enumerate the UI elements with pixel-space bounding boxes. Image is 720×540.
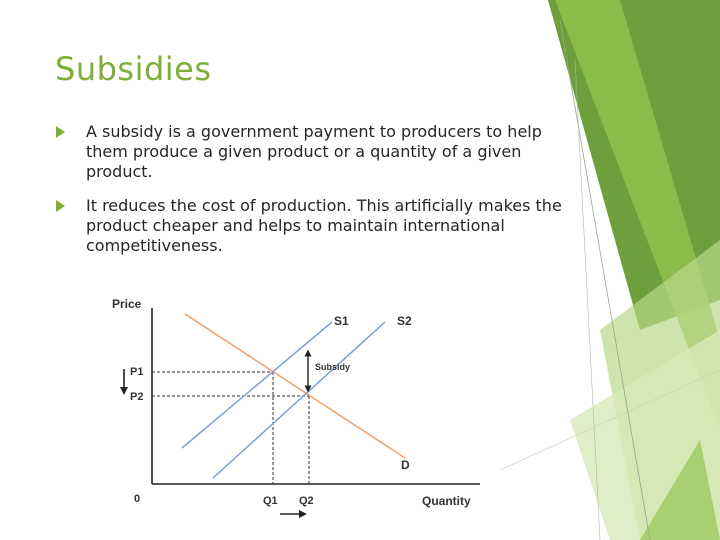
bullet-arrow-icon [56, 200, 65, 212]
q1-label: Q1 [263, 495, 278, 507]
x-axis-label: Quantity [422, 494, 471, 508]
p1-label: P1 [130, 366, 144, 378]
demand-label: D [401, 458, 410, 472]
q2-label: Q2 [299, 495, 314, 507]
s1-label: S1 [334, 314, 349, 328]
bullet-text: It reduces the cost of production. This artificially makes the product cheaper and helps to maintain international competitiveness. [86, 196, 562, 255]
y-axis-label: Price [112, 297, 142, 311]
subsidy-diagram [100, 288, 490, 524]
p2-label: P2 [130, 391, 144, 403]
slide-title: Subsidies [55, 50, 212, 88]
supply-curve-s1 [182, 322, 332, 448]
bullet-text: A subsidy is a government payment to producers to help them produce a given product or a quantity of a given product. [86, 122, 542, 181]
bullet-item [56, 196, 566, 256]
bullet-item [56, 122, 566, 182]
bullet-arrow-icon [56, 126, 65, 138]
origin-label: 0 [134, 493, 141, 505]
subsidy-label: Subsidy [315, 362, 351, 372]
bullet-list [56, 122, 566, 270]
demand-curve [185, 314, 405, 458]
s2-label: S2 [397, 314, 412, 328]
